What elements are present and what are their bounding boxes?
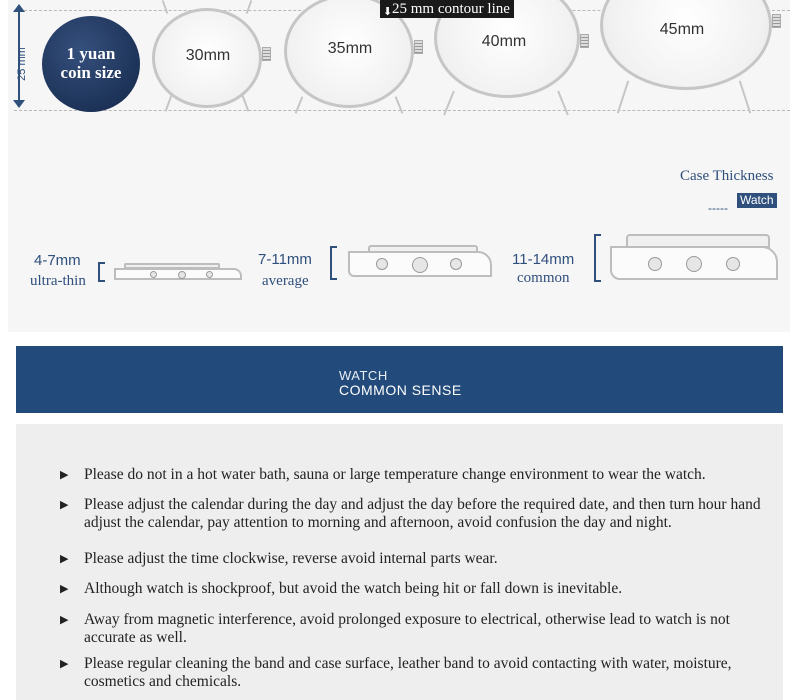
crown-icon: [414, 40, 423, 54]
note-text: Please adjust the calendar during the day and adjust the day before the required date, and then turn hour hand adjust the calendar, pay attention to morning and afternoon, avoid confusion the day and night.: [84, 496, 761, 531]
banner-title: COMMON SENSE: [339, 382, 462, 398]
watch-size-label: 30mm: [185, 47, 231, 64]
case-button: [376, 258, 388, 270]
strap-line: [557, 91, 569, 116]
dimension-label: 25 mm: [16, 47, 28, 81]
strap-line: [395, 96, 404, 113]
coin-line2: coin size: [60, 63, 122, 82]
note-text: Please do not in a hot water bath, sauna or large temperature change environment to wear the watch.: [84, 466, 706, 483]
legend-watch-label: Watch: [737, 193, 777, 208]
crown-icon: [262, 47, 271, 61]
arrow-down-icon: ⬇: [383, 6, 393, 18]
strap-line: [162, 0, 169, 14]
note-item: [60, 580, 780, 598]
bracket-icon: [594, 234, 601, 282]
banner-subtitle: WATCH: [339, 368, 388, 383]
note-item: [60, 611, 780, 647]
case-button: [150, 271, 157, 278]
thickness-label: common: [517, 270, 570, 286]
thickness-range: 4-7mm: [34, 252, 81, 269]
thickness-label: ultra-thin: [30, 273, 86, 289]
triangle-right-icon: ▶: [60, 499, 69, 511]
triangle-right-icon: ▶: [60, 614, 69, 626]
case-thickness-title: Case Thickness: [680, 168, 774, 184]
crown-icon: [772, 14, 781, 28]
care-notes-panel: [16, 424, 783, 700]
case-button: [178, 271, 186, 279]
case-button: [206, 271, 213, 278]
thickness-range: 7-11mm: [258, 251, 312, 268]
case-ultra-thin: [114, 268, 242, 280]
triangle-right-icon: ▶: [60, 553, 69, 565]
triangle-right-icon: ▶: [60, 658, 69, 670]
case-button: [412, 257, 428, 273]
note-item: [60, 550, 780, 568]
crown-icon: [580, 34, 589, 48]
note-item: [60, 466, 780, 484]
triangle-right-icon: ▶: [60, 469, 69, 481]
case-button: [726, 257, 740, 271]
contour-line-text: 25 mm contour line: [392, 1, 510, 17]
arrow-up-icon: [13, 4, 25, 12]
common-sense-banner: [16, 346, 783, 413]
watch-size-label: 40mm: [481, 33, 527, 50]
watch-45mm: [600, 0, 772, 90]
strap-line: [295, 96, 304, 113]
thickness-range: 11-14mm: [512, 251, 575, 268]
case-button: [686, 256, 702, 272]
case-button: [648, 257, 662, 271]
triangle-right-icon: ▶: [60, 583, 69, 595]
note-text: Away from magnetic interference, avoid prolonged exposure to electrical, otherwise lead to watch is not accurate as well.: [84, 611, 730, 646]
note-text: Please adjust the time clockwise, reverse avoid internal parts wear.: [84, 550, 498, 567]
coin: [42, 16, 140, 112]
contour-line-label: [380, 0, 514, 18]
watch-size-label: 45mm: [659, 21, 705, 38]
note-text: Please regular cleaning the band and case surface, leather band to avoid contacting with water, moisture, cosmetics and chemicals.: [84, 655, 732, 690]
thickness-label: average: [262, 273, 309, 289]
case-button: [450, 258, 462, 270]
arrow-down-icon: [13, 100, 25, 108]
note-item: [60, 496, 780, 532]
bracket-icon: [98, 262, 105, 282]
note-item: [60, 655, 780, 691]
strap-line: [617, 81, 629, 114]
strap-line: [443, 91, 455, 116]
strap-line: [739, 81, 751, 114]
bracket-icon: [330, 246, 337, 280]
legend-dash: -----: [708, 201, 728, 215]
case-common: [610, 246, 778, 280]
note-text: Although watch is shockproof, but avoid the watch being hit or fall down is inevitable.: [84, 580, 623, 597]
case-average: [348, 251, 492, 277]
watch-size-label: 35mm: [327, 40, 373, 57]
coin-line1: 1 yuan: [66, 44, 116, 63]
strap-line: [246, 0, 253, 14]
size-comparison-panel: [8, 0, 790, 332]
